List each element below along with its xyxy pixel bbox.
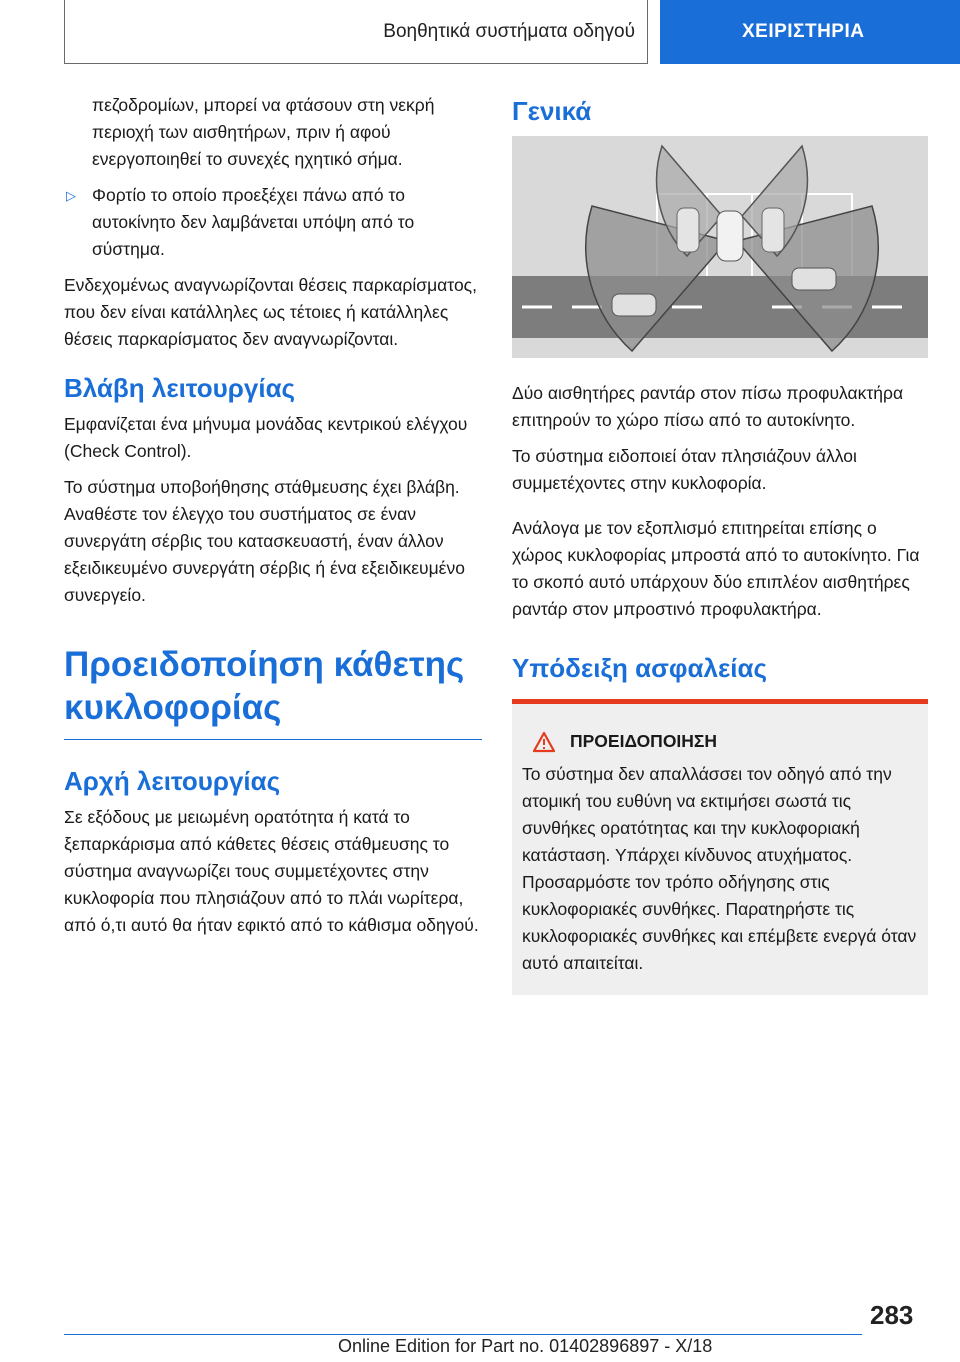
warning-text: Το σύστημα δεν απαλλάσσει τον οδηγό από την ατομική του ευθύνη να εκτιμήσει σωστά τις συνθήκες ορατότητας και την κυκλοφοριακή κατάσταση. Υπάρχει κίνδυνος ατυχήματος. Προσαρμόστε τον τρόπο οδήγησης στις κυκλοφοριακές συνθήκες. Παρατηρήστε τις κυκλοφοριακές συνθήκες και επέμβετε ενεργά όταν αυτό απαιτείται. xyxy=(522,764,917,973)
principle-heading: Αρχή λειτουργίας xyxy=(64,766,281,796)
footer-edition: Online Edition for Part no. 01402896897 - X/18 xyxy=(338,1336,713,1356)
left-column xyxy=(64,92,482,948)
triangle-bullet-icon: ▷ xyxy=(66,188,76,203)
header-section-title: Βοηθητικά συστήματα οδηγού xyxy=(383,20,635,42)
safety-heading: Υπόδειξη ασφαλείας xyxy=(512,653,768,683)
warning-title: ΠΡΟΕΙΔΟΠΟΙΗΣΗ xyxy=(570,731,718,751)
header-chapter-tab[interactable] xyxy=(660,0,960,64)
warning-title-row xyxy=(532,728,918,755)
paragraph: Σε εξόδους με μειωμένη ορατότητα ή κατά το ξεπαρκάρισμα από κάθετες θέσεις στάθμευσης το σύστημα αναγνωρίζει τους συμμετέχοντες στην κυκλοφορία που πλησιάζουν από το πλάι νωρίτερα, από ό,τι αυτό θα ήταν εφικτό από το κάθισμα οδηγού. xyxy=(64,807,479,935)
paragraph: Το σύστημα ειδοποιεί όταν πλησιάζουν άλλοι συμμετέχοντες στην κυκλοφορία. xyxy=(512,446,857,493)
main-heading: Προειδοποίηση κάθετης κυκλοφορίας xyxy=(64,645,465,727)
list-item-text: Φορτίο το οποίο προεξέχει πάνω από το αυτοκίνητο δεν λαμβάνεται υπόψη από το σύστημα. xyxy=(92,185,415,259)
warning-triangle-icon xyxy=(532,731,556,753)
header-chapter-title: ΧΕΙΡΙΣΤΗΡΙΑ xyxy=(742,21,865,42)
radar-illustration xyxy=(512,136,928,358)
radar-diagram xyxy=(512,136,928,358)
paragraph: Δύο αισθητήρες ραντάρ στον πίσω προφυλακτήρα επιτηρούν το χώρο πίσω από το αυτοκίνητο. xyxy=(512,383,904,430)
paragraph: Ανάλογα με τον εξοπλισμό επιτηρείται επίσης ο χώρος κυκλοφορίας μπροστά από το αυτοκίνητο. Για το σκοπό αυτό υπάρχουν δύο επιπλέον αισθητήρες ραντάρ στον μπροστινό προφυλακτήρα. xyxy=(512,518,920,619)
main-heading-block xyxy=(64,643,482,740)
list-item xyxy=(64,182,482,263)
right-column xyxy=(512,92,928,995)
general-heading: Γενικά xyxy=(512,96,592,126)
paragraph: Ενδεχομένως αναγνωρίζονται θέσεις παρκαρίσματος, που δεν είναι κατάλληλες ως τέτοιες ή κατάλληλες θέσεις παρκαρίσματος δεν αναγνωρίζονται. xyxy=(64,275,477,349)
paragraph: Το σύστημα υποβοήθησης στάθμευσης έχει βλάβη. Αναθέστε τον έλεγχο του συστήματος σε έναν συνεργάτη σέρβις του κατασκευαστή, έναν άλλον εξειδικευμένο συνεργάτη σέρβις ή ένα εξειδικευμένο συνεργείο. xyxy=(64,477,465,605)
paragraph: Εμφανίζεται ένα μήνυμα μονάδας κεντρικού ελέγχου (Check Control). xyxy=(64,414,468,461)
footer-divider xyxy=(64,1334,862,1335)
continuation-text: πεζοδρομίων, μπορεί να φτάσουν στη νεκρή περιοχή των αισθητήρων, πριν ή αφού ενεργοποιηθεί το συνεχές ηχητικό σήμα. xyxy=(92,95,435,169)
header-section xyxy=(64,0,648,64)
warning-box xyxy=(512,699,928,995)
fault-heading: Βλάβη λειτουργίας xyxy=(64,373,296,403)
page-number: 283 xyxy=(870,1300,914,1330)
